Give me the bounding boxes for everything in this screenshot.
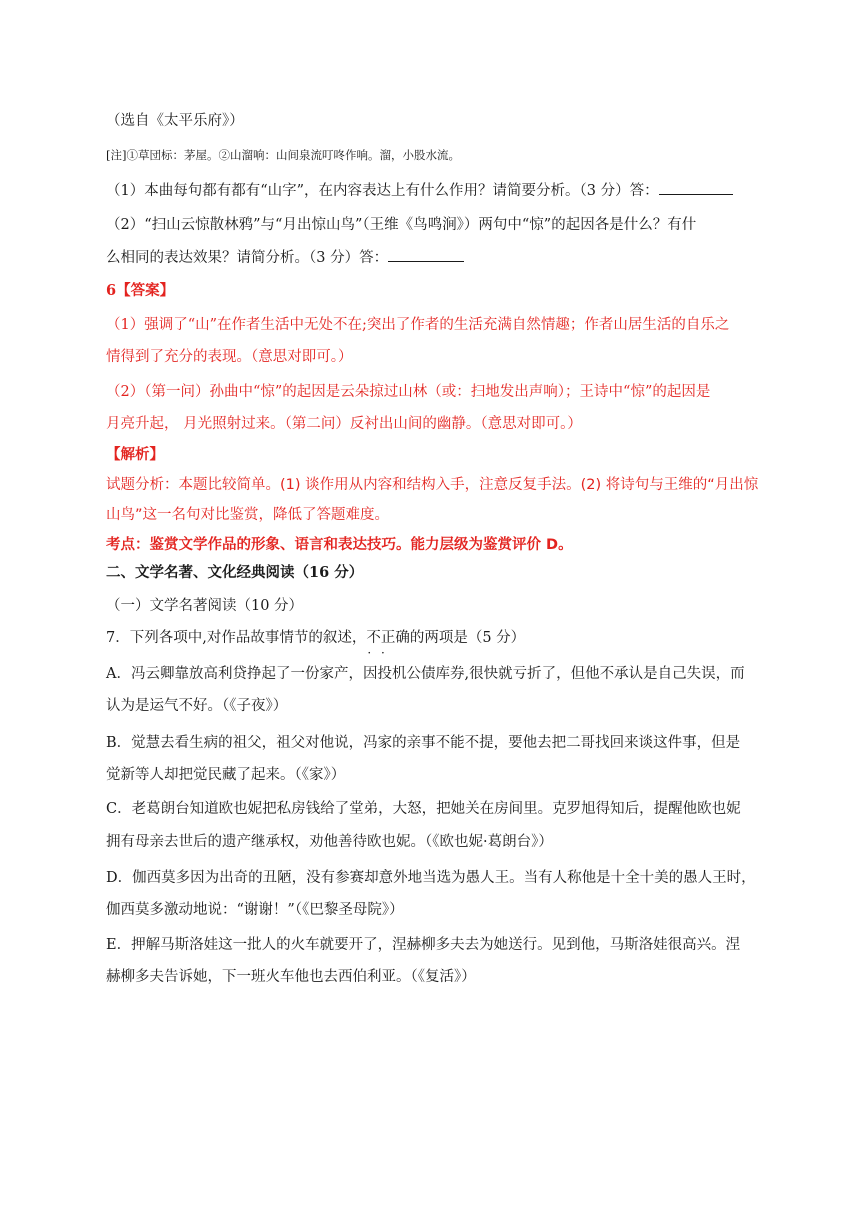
subsection-1-title: （一）文学名著阅读（10 分） — [106, 598, 304, 614]
answer-blank[interactable] — [659, 180, 733, 195]
question-7 — [106, 628, 525, 648]
question-7-text: 7．下列各项中,对作品故事情节的叙述， — [106, 630, 367, 646]
analysis-line-3: 考点：鉴赏文学作品的形象、语言和表达技巧。能力层级为鉴赏评价 D。 — [106, 537, 573, 553]
answer-heading: 6【答案】 — [106, 282, 175, 299]
answer-blank[interactable] — [388, 247, 464, 262]
option-b-line-1: B．觉慧去看生病的祖父，祖父对他说，冯家的亲事不能不提，要他去把二哥找回来谈这件事，但是 — [106, 735, 741, 751]
emphasis-not-correct: 不正确 · · — [366, 630, 410, 646]
question-1-text: （1）本曲每句都有都有“山字”，在内容表达上有什么作用？请简要分析。（3 分）答： — [106, 183, 659, 199]
answer-2-line-2: 月亮升起， 月光照射过来。（第二问）反衬出山间的幽静。（意思对即可。） — [106, 416, 582, 432]
option-e-line-2: 赫柳多夫告诉她，下一班火车他也去西伯利亚。（《复活》） — [106, 969, 476, 985]
option-a-line-2: 认为是运气不好。（《子夜》） — [106, 698, 288, 714]
answer-1-line-2: 情得到了充分的表现。（意思对即可。） — [106, 349, 353, 365]
option-d-line-2: 伽西莫多激动地说：“谢谢！”（《巴黎圣母院》） — [106, 902, 404, 918]
analysis-line-1: 试题分析：本题比较简单。(1) 谈作用从内容和结构入手，注意反复手法。(2) 将诗句与王维的“月出惊 — [106, 477, 759, 493]
source-citation: （选自《太平乐府》） — [106, 113, 244, 129]
question-2-line-1: （2）“扫山云惊散林鸦”与“月出惊山鸟”（王维《鸟鸣涧》）两句中“惊”的起因各是什么？有什 — [106, 217, 697, 233]
question-7-tail: 的两项是（5 分） — [409, 630, 526, 646]
question-2-text: 么相同的表达效果？请简分析。（3 分）答： — [106, 250, 389, 266]
option-b-line-2: 觉新等人却把觉民藏了起来。（《家》） — [106, 767, 346, 783]
option-c-line-2: 拥有母亲去世后的遗产继承权，劝他善待欧也妮。（《欧也妮·葛朗台》） — [106, 834, 553, 850]
option-a-line-1: A．冯云卿靠放高利贷挣起了一份家产，因投机公债库券,很快就亏折了，但他不承认是自己失误，而 — [106, 666, 745, 682]
answer-2-line-1: （2）（第一问）孙曲中“惊”的起因是云朵掠过山林（或：扫地发出声响）；王诗中“惊”的起因是 — [106, 384, 711, 400]
option-c-line-1: C．老葛朗台知道欧也妮把私房钱给了堂弟，大怒，把她关在房间里。克罗旭得知后，提醒他欧也妮 — [106, 801, 741, 817]
option-e-line-1: E．押解马斯洛娃这一批人的火车就要开了，涅赫柳多夫去为她送行。见到他，马斯洛娃很高兴。涅 — [106, 937, 741, 953]
footnote: [注]①草団标：茅屋。②山溜响：山间泉流叮咚作响。溜，小股水流。 — [106, 148, 460, 162]
question-1 — [106, 180, 733, 201]
section-2-title: 二、文学名著、文化经典阅读（16 分） — [106, 564, 364, 581]
analysis-heading: 【解析】 — [106, 447, 164, 463]
option-d-line-1: D．伽西莫多因为出奇的丑陋，没有参赛却意外地当选为愚人王。当有人称他是十全十美的愚人王时， — [106, 870, 756, 886]
answer-1-line-1: （1）强调了“山”在作者生活中无处不在;突出了作者的生活充满自然情趣；作者山居生活的自乐之 — [106, 317, 730, 333]
question-2-line-2 — [106, 247, 464, 268]
analysis-line-2: 山鸟”这一名句对比鉴赏，降低了答题难度。 — [106, 507, 390, 523]
